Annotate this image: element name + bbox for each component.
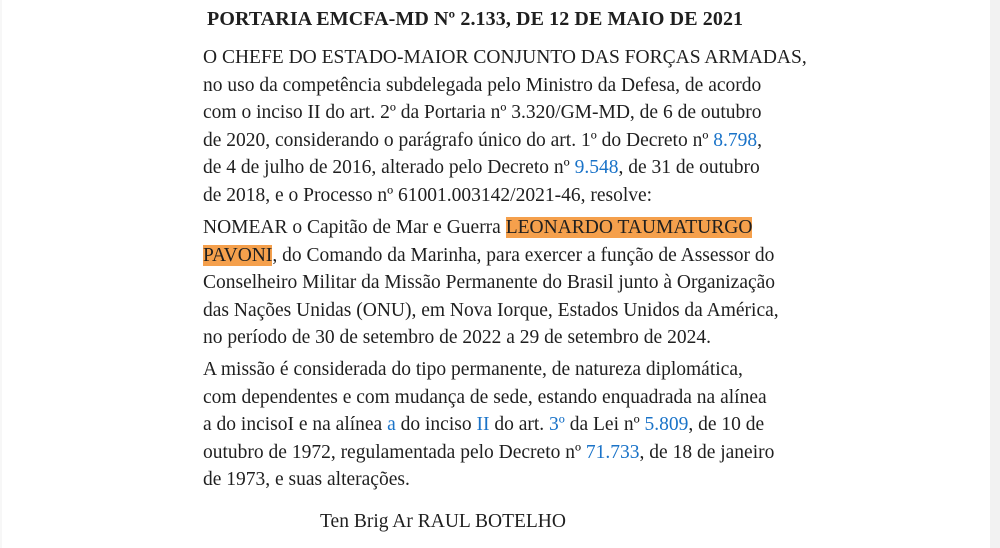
text-line: com o inciso II do art. 2º da Portaria nº 3.320/GM-MD, de 6 de outubro [203, 102, 762, 123]
text-span: do inciso [395, 414, 477, 435]
paragraph-appointment [203, 214, 803, 352]
text-line [203, 214, 803, 242]
text-line: das Nações Unidas (ONU), em Nova Iorque, Estados Unidos da América, [203, 299, 779, 321]
text-span: , do Comando da Marinha, para exercer a função de Assessor do [272, 244, 775, 266]
text-span: NOMEAR o Capitão de Mar e Guerra [203, 217, 506, 238]
law-5809-link[interactable]: 5.809 [644, 414, 689, 435]
text-line [203, 154, 803, 182]
text-span: , de 10 de [688, 414, 765, 435]
decree-9548-link[interactable]: 9.548 [574, 157, 619, 178]
highlighted-name: PAVONI [203, 244, 273, 266]
left-edge [0, 0, 2, 548]
text-span: , [757, 129, 763, 151]
highlighted-name: LEONARDO TAUMATURGO [505, 217, 753, 238]
text-line [203, 411, 803, 439]
document-title: PORTARIA EMCFA-MD Nº 2.133, DE 12 DE MAIO DE 2021 [207, 8, 744, 30]
text-span: da Lei nº [564, 414, 645, 435]
text-line: de 1973, e suas alterações. [203, 469, 410, 490]
text-line: A missão é considerada do tipo permanente, de natureza diplomática, [203, 359, 743, 380]
signature: Ten Brig Ar RAUL BOTELHO [320, 511, 566, 532]
decree-71733-link[interactable]: 71.733 [585, 441, 640, 463]
text-line [203, 127, 803, 155]
text-span: outubro de 1972, regulamentada pelo Decreto nº [203, 441, 586, 463]
text-line: no período de 30 de setembro de 2022 a 29 de setembro de 2024. [203, 327, 711, 348]
text-span: de 4 de julho de 2016, alterado pelo Decreto nº [203, 157, 575, 178]
text-line [203, 439, 803, 467]
right-scrollbar-track [990, 0, 1000, 548]
text-span: de 2020, considerando o parágrafo único do art. 1º do Decreto nº [203, 129, 714, 151]
inciso-ii-link[interactable]: II [476, 414, 490, 435]
paragraph-preamble [203, 44, 807, 209]
text-span: do art. [489, 414, 550, 435]
text-span: , de 18 de janeiro [639, 441, 775, 463]
text-line: de 2018, e o Processo nº 61001.003142/2021-46, resolve: [203, 184, 653, 206]
text-line: com dependentes e com mudança de sede, estando enquadrada na alínea [203, 386, 767, 408]
text-line: no uso da competência subdelegada pelo Ministro da Defesa, de acordo [203, 74, 762, 96]
alinea-a-link[interactable]: a [387, 414, 396, 435]
text-line: O CHEFE DO ESTADO-MAIOR CONJUNTO DAS FORÇAS ARMADAS, [203, 47, 807, 68]
decree-8798-link[interactable]: 8.798 [713, 129, 758, 151]
paragraph-mission [203, 356, 803, 494]
text-line: Conselheiro Militar da Missão Permanente do Brasil junto à Organização [203, 272, 776, 293]
text-span: , de 31 de outubro [618, 157, 760, 178]
text-span: a do incisoI e na alínea [203, 414, 388, 435]
art-3-link[interactable]: 3º [549, 414, 565, 435]
text-line [203, 242, 803, 270]
